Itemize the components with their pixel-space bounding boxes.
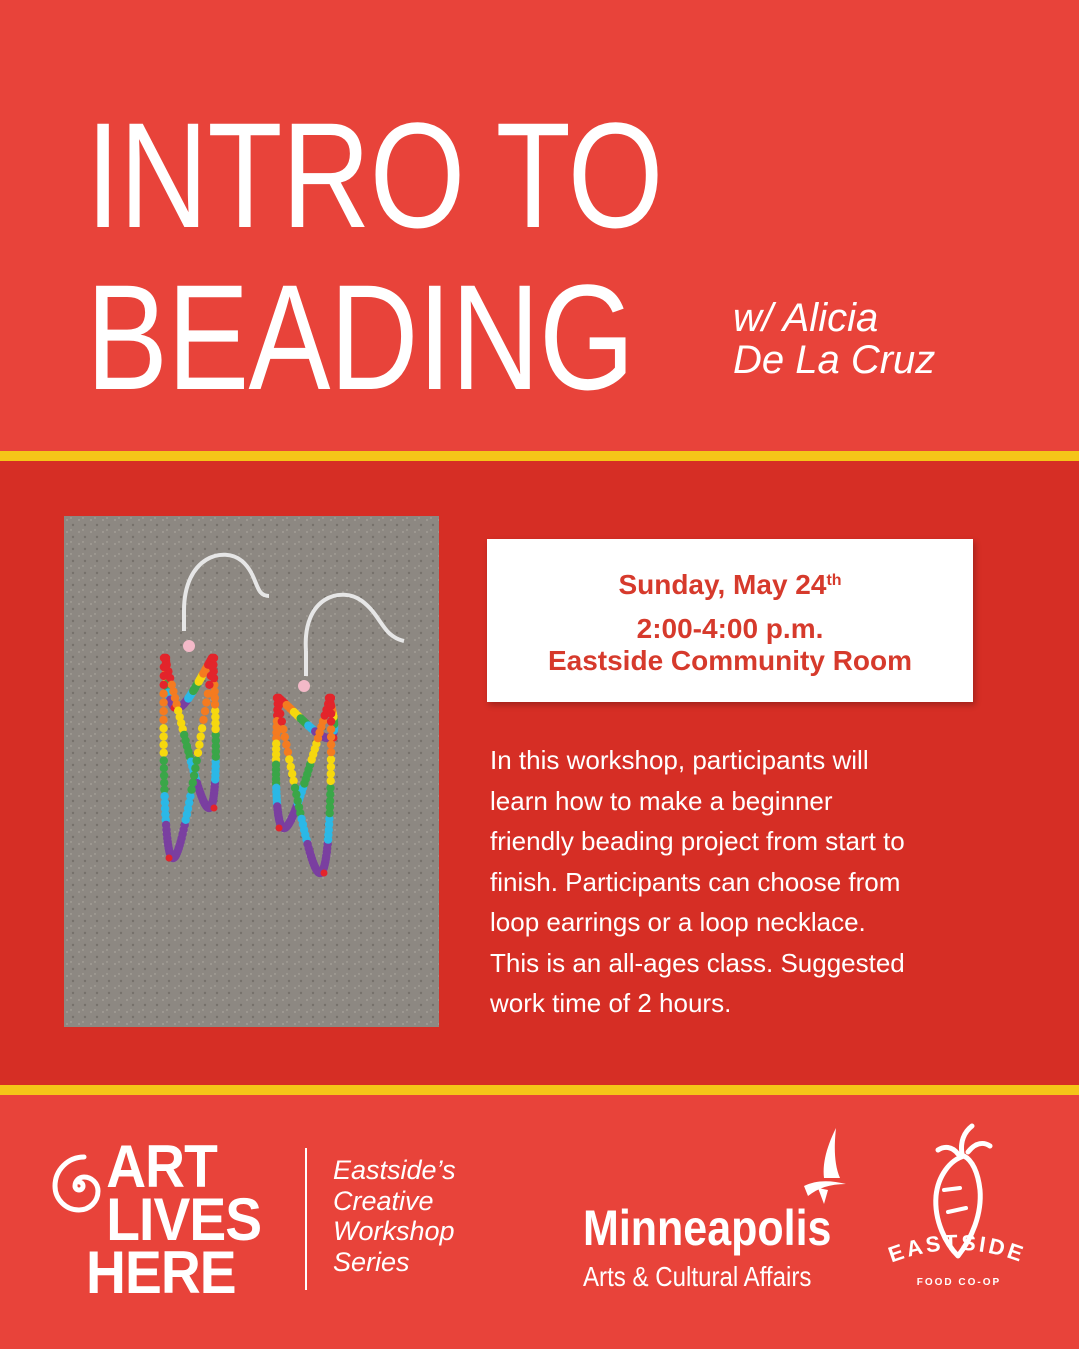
bead <box>205 681 213 689</box>
bead <box>298 680 310 692</box>
workshop-description <box>490 740 1020 1024</box>
bead <box>276 710 284 718</box>
description-line: finish. Participants can choose from <box>490 866 901 897</box>
instructor-line-1: w/ Alicia <box>733 296 879 340</box>
bead <box>159 690 167 698</box>
bead <box>159 741 167 749</box>
bead <box>195 741 203 749</box>
pavement-background <box>64 516 439 1027</box>
coop-subtitle: FOOD CO-OP <box>916 1277 1002 1288</box>
bead <box>281 733 289 741</box>
event-date-text: Sunday, May 24 <box>618 569 827 600</box>
series-line-4: Series <box>333 1246 410 1277</box>
bead <box>160 663 168 671</box>
bead <box>327 702 335 710</box>
series-line-3: Workshop <box>333 1216 455 1246</box>
bead <box>160 756 168 764</box>
bead <box>211 805 218 812</box>
minneapolis-logo-subtitle: Arts & Cultural Affairs <box>583 1261 812 1292</box>
bead <box>284 748 292 756</box>
description-line: friendly beading project from start to <box>490 826 905 856</box>
bead <box>273 694 281 702</box>
bead <box>327 694 335 702</box>
event-location: Eastside Community Room <box>547 645 913 676</box>
bead <box>282 740 290 748</box>
bead <box>327 740 335 748</box>
event-time: 2:00-4:00 p.m. <box>636 613 824 644</box>
description-line: learn how to make a beginner <box>490 785 833 816</box>
series-line-1: Eastside’s <box>333 1155 456 1185</box>
bead <box>160 672 168 680</box>
title-line-2: BEADING <box>86 253 634 421</box>
top-divider-stripe <box>0 451 1079 461</box>
instructor-name <box>733 297 935 381</box>
description-line: work time of 2 hours. <box>490 988 732 1018</box>
title-line-1: INTRO TO <box>86 91 663 259</box>
event-date <box>487 569 973 601</box>
bead <box>288 770 296 778</box>
bead <box>321 870 328 877</box>
bead <box>202 698 210 706</box>
workshop-series-label <box>333 1155 456 1277</box>
bead <box>159 732 167 740</box>
coop-name: EASTSIDE <box>885 1229 1029 1268</box>
art-lives-here-logo <box>86 1133 262 1306</box>
description-line: This is an all-ages class. Suggested <box>490 947 905 978</box>
bead <box>159 716 167 724</box>
bead <box>159 698 167 706</box>
bead <box>193 756 201 764</box>
bottom-divider-stripe <box>0 1085 1079 1095</box>
bead <box>274 702 282 710</box>
bead <box>204 690 212 698</box>
bead <box>197 732 205 740</box>
bead <box>160 681 168 689</box>
bead <box>327 733 335 741</box>
bead <box>210 654 218 662</box>
bead <box>276 825 283 832</box>
bead <box>190 771 198 779</box>
bead <box>327 763 335 771</box>
earrings-photo <box>64 516 439 1027</box>
bead <box>289 777 297 785</box>
event-details-box <box>487 539 973 702</box>
bead <box>327 710 335 718</box>
logo-line-lives: LIVES <box>106 1186 262 1253</box>
bead <box>278 717 286 725</box>
bead <box>166 855 173 862</box>
bead <box>287 763 295 771</box>
sail-icon <box>800 1126 850 1206</box>
bead <box>194 749 202 757</box>
bead <box>327 725 335 733</box>
bead <box>199 716 207 724</box>
bead <box>207 672 215 680</box>
description-line: loop earrings or a loop necklace. <box>490 907 866 937</box>
bead <box>183 640 195 652</box>
bead <box>327 755 335 763</box>
bead <box>201 707 209 715</box>
bead <box>189 779 197 787</box>
bead <box>159 724 167 732</box>
bead <box>160 749 168 757</box>
bead <box>160 764 168 772</box>
logo-line-art: ART <box>106 1133 217 1200</box>
eastside-food-coop-logo <box>872 1116 1042 1301</box>
bead <box>279 725 287 733</box>
series-line-2: Creative <box>333 1185 434 1216</box>
bead <box>159 707 167 715</box>
logo-line-here: HERE <box>86 1239 236 1306</box>
bead <box>327 717 335 725</box>
description-line: In this workshop, participants will <box>490 745 869 775</box>
footer-divider <box>305 1148 307 1290</box>
bead <box>191 764 199 772</box>
event-date-suffix: th <box>826 572 842 589</box>
minneapolis-logo-name: Minneapolis <box>583 1200 832 1256</box>
bead <box>198 724 206 732</box>
bead <box>285 755 293 763</box>
earrings-illustration <box>64 516 439 1027</box>
instructor-line-2: De La Cruz <box>733 338 936 382</box>
bead <box>160 654 168 662</box>
bead <box>327 748 335 756</box>
bead <box>208 663 216 671</box>
